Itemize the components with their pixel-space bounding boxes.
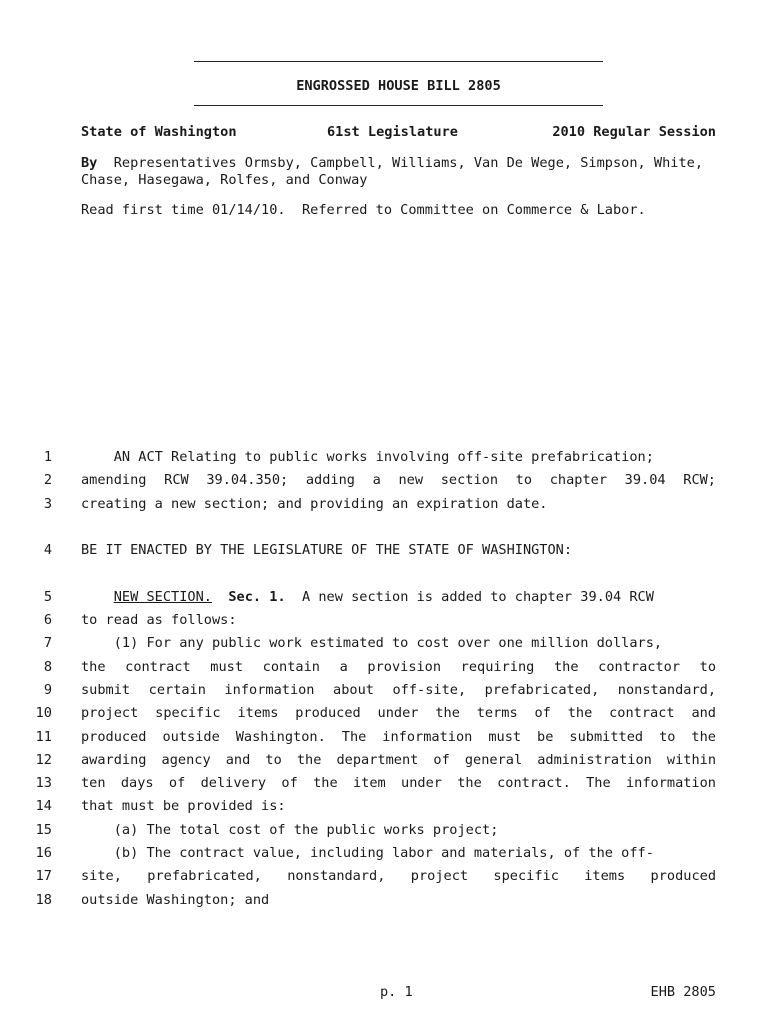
blank-line [0,565,770,588]
line-text: project specific items produced under the terms of the contract and [81,705,716,722]
line-number: 12 [35,751,52,768]
line-number: 1 [43,449,52,465]
new-section-label: NEW SECTION. [113,588,212,605]
line-number: 17 [35,868,52,885]
line-number: 11 [35,728,52,745]
blank-line [0,519,770,542]
bill-line [0,775,770,798]
bill-line [0,822,770,845]
line-number: 7 [43,635,52,652]
legislature-label: 61st Legislature [327,124,458,140]
bill-line [0,705,770,728]
line-text: to read as follows: [81,612,237,629]
line-number: 13 [35,775,52,792]
line-number: 9 [43,681,52,698]
line-number: 10 [35,705,52,722]
line-text: (b) The contract value, including labor and materials, of the off- [81,845,654,862]
line-text: produced outside Washington. The information must be submitted to the [81,728,716,745]
line-text: awarding agency and to the department of general administration within [81,751,716,768]
sponsors [81,155,716,189]
page-number: p. 1 [380,984,413,1000]
bill-line [0,845,770,868]
section-text: A new section is added to chapter 39.04 RCW [285,588,654,605]
bill-title: ENGROSSED HOUSE BILL 2805 [296,78,501,94]
footer-bill-id: EHB 2805 [650,984,716,1000]
line-number: 15 [35,821,52,838]
line-text [81,589,716,605]
first-read-note: Read first time 01/14/10. Referred to Committee on Commerce & Labor. [81,202,646,218]
top-rule [194,61,603,62]
line-number: 18 [35,891,52,908]
line-number: 3 [43,495,52,512]
line-text: creating a new section; and providing an expiration date. [81,495,548,512]
line-text: submit certain information about off-site, prefabricated, nonstandard, [81,681,716,698]
bill-line [0,752,770,775]
bill-line [0,868,770,891]
title-underline-rule [194,105,603,106]
line-text: the contract must contain a provision requiring the contractor to [81,658,716,675]
bill-line [0,892,770,915]
line-text: that must be provided is: [81,798,286,815]
line-number: 2 [43,472,52,489]
bill-line [0,682,770,705]
bill-line [0,589,770,612]
sponsors-by-label: By [81,155,98,171]
line-text: (1) For any public work estimated to cost over one million dollars, [81,635,663,652]
enacting-clause: BE IT ENACTED BY THE LEGISLATURE OF THE STATE OF WASHINGTON: [81,542,573,559]
line-number: 4 [43,542,52,559]
line-number: 16 [35,845,52,862]
bill-line [0,472,770,495]
line-number: 14 [35,798,52,815]
bill-line [0,659,770,682]
bill-line [0,798,770,821]
line-text: (a) The total cost of the public works project; [81,821,499,838]
line-number: 8 [43,658,52,675]
line-text: amending RCW 39.04.350; adding a new section to chapter 39.04 RCW; [81,472,716,489]
line-number: 5 [43,588,52,605]
section-number: Sec. 1. [228,588,286,605]
bill-line [0,635,770,658]
line-text: ten days of delivery of the item under the contract. The information [81,775,716,792]
state-label: State of Washington [81,124,237,140]
sponsor-names: Representatives Ormsby, Campbell, Williams, Van De Wege, Simpson, White, Chase, Hasegawa, Rolfes, and Conway [81,155,704,188]
line-text: AN ACT Relating to public works involving off-site prefabrication; [81,449,654,465]
bill-body [0,449,770,915]
line-number: 6 [43,612,52,629]
bill-line [0,729,770,752]
bill-line [0,496,770,519]
bill-line [0,542,770,565]
line-text: site, prefabricated, nonstandard, project specific items produced [81,868,716,885]
bill-line [0,612,770,635]
line-text: outside Washington; and [81,891,270,908]
bill-line [0,449,770,472]
session-label: 2010 Regular Session [552,124,716,140]
